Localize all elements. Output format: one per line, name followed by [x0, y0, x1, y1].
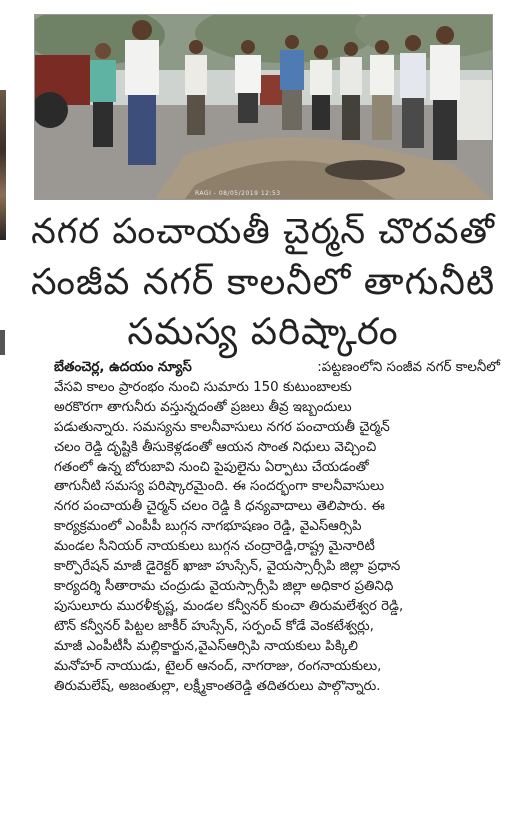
article-text: :పట్టణంలోని సంజీవ నగర్ కాలనీలో: [317, 360, 500, 375]
news-photo: [34, 14, 493, 200]
article-line: మాజీ ఎంపీటీసీ మల్లికార్జున,వైఎస్ఆర్సిపి నాయకులు పిక్కిలి: [54, 638, 358, 654]
article-line: కార్యదర్శి సీతారామ చంద్రుడు వైయస్సార్సీపి జిల్లా అధికార ప్రతినిధి: [54, 578, 394, 594]
article-line: కార్పొరేషన్ మాజీ డైరెక్టర్ ఖాజా హుస్సేన్, వైయస్సార్సీపి జిల్లా ప్రధాన: [54, 559, 401, 575]
article-line: కార్యక్రమంలో ఎంపీపీ బుగ్గన నాగభూషణం రెడ్డి, వైఎస్ఆర్సిపి: [54, 519, 362, 535]
article-line: తిరుమలేష్, అజంతుల్లా, లక్ష్మీకాంతరెడ్డి తదితరులు పాల్గొన్నారు.: [54, 678, 381, 694]
article-body: [54, 358, 500, 696]
article-line: పుసులూరు మురళీకృష్ణ, మండల కన్వీనర్ కుంచా తిరుమలేశ్వర రెడ్డి,: [54, 598, 404, 614]
photo-timestamp: RAGI - 08/05/2019 12:53: [195, 190, 281, 197]
article-line: వేసవి కాలం ప్రారంభం నుంచి సుమారు 150 కుటుంబాలకు: [54, 379, 352, 395]
article-line: గతంలో ఉన్న బోరుబావి నుంచి పైపులైను ఏర్పాటు చేయడంతో: [54, 459, 369, 475]
headline: [30, 207, 496, 357]
article-line: తాగునీటి సమస్య పరిష్కారమైంది. ఈ సందర్భంగా కాలనీవాసులు: [54, 479, 385, 495]
headline-line: సంజీవ నగర్ కాలనీలో తాగునీటి: [30, 260, 496, 303]
article-line: మండల సీనియర్ నాయకులు బుగ్గన చంద్రారెడ్డి,రాష్ట్ర మైనారిటీ: [54, 539, 375, 555]
article-line: నగర పంచాయతీ చైర్మన్ చలం రెడ్డి కి ధన్యవాదాలు తెలిపారు. ఈ: [54, 499, 385, 515]
headline-line: నగర పంచాయతీ చైర్మన్ చొరవతో: [31, 211, 495, 252]
article-line: చలం రెడ్డి దృష్టికి తీసుకెళ్లడంతో ఆయన సొంత నిధులు వెచ్చించి: [54, 439, 377, 455]
adjacent-page-edge: [0, 90, 6, 240]
adjacent-page-fragment: [0, 330, 5, 355]
headline-line: సమస్య పరిష్కారం: [127, 310, 399, 353]
article-line: టౌన్ కన్వీనర్ పిట్టల జాకీర్ హుస్సేన్, సర్పంచ్ కోడే వెంకటేశ్వర్లు,: [54, 618, 374, 634]
article-line: అరకొరగా తాగునీరు వస్తున్నదంతో ప్రజలు తీవ్ర ఇబ్బందులు: [54, 399, 352, 415]
article-line: పడుతున్నారు. సమస్యను కాలనీవాసులు నగర పంచాయతీ చైర్మన్: [54, 419, 390, 435]
article-line: [54, 358, 500, 378]
article-line: మనోహర్ నాయుడు, టైలర్ ఆనంద్, నాగరాజు, రంగనాయకులు,: [54, 658, 382, 674]
photo-scene: [35, 15, 492, 199]
dateline: బేతంచెర్ల, ఉదయం న్యూస్: [54, 360, 192, 375]
